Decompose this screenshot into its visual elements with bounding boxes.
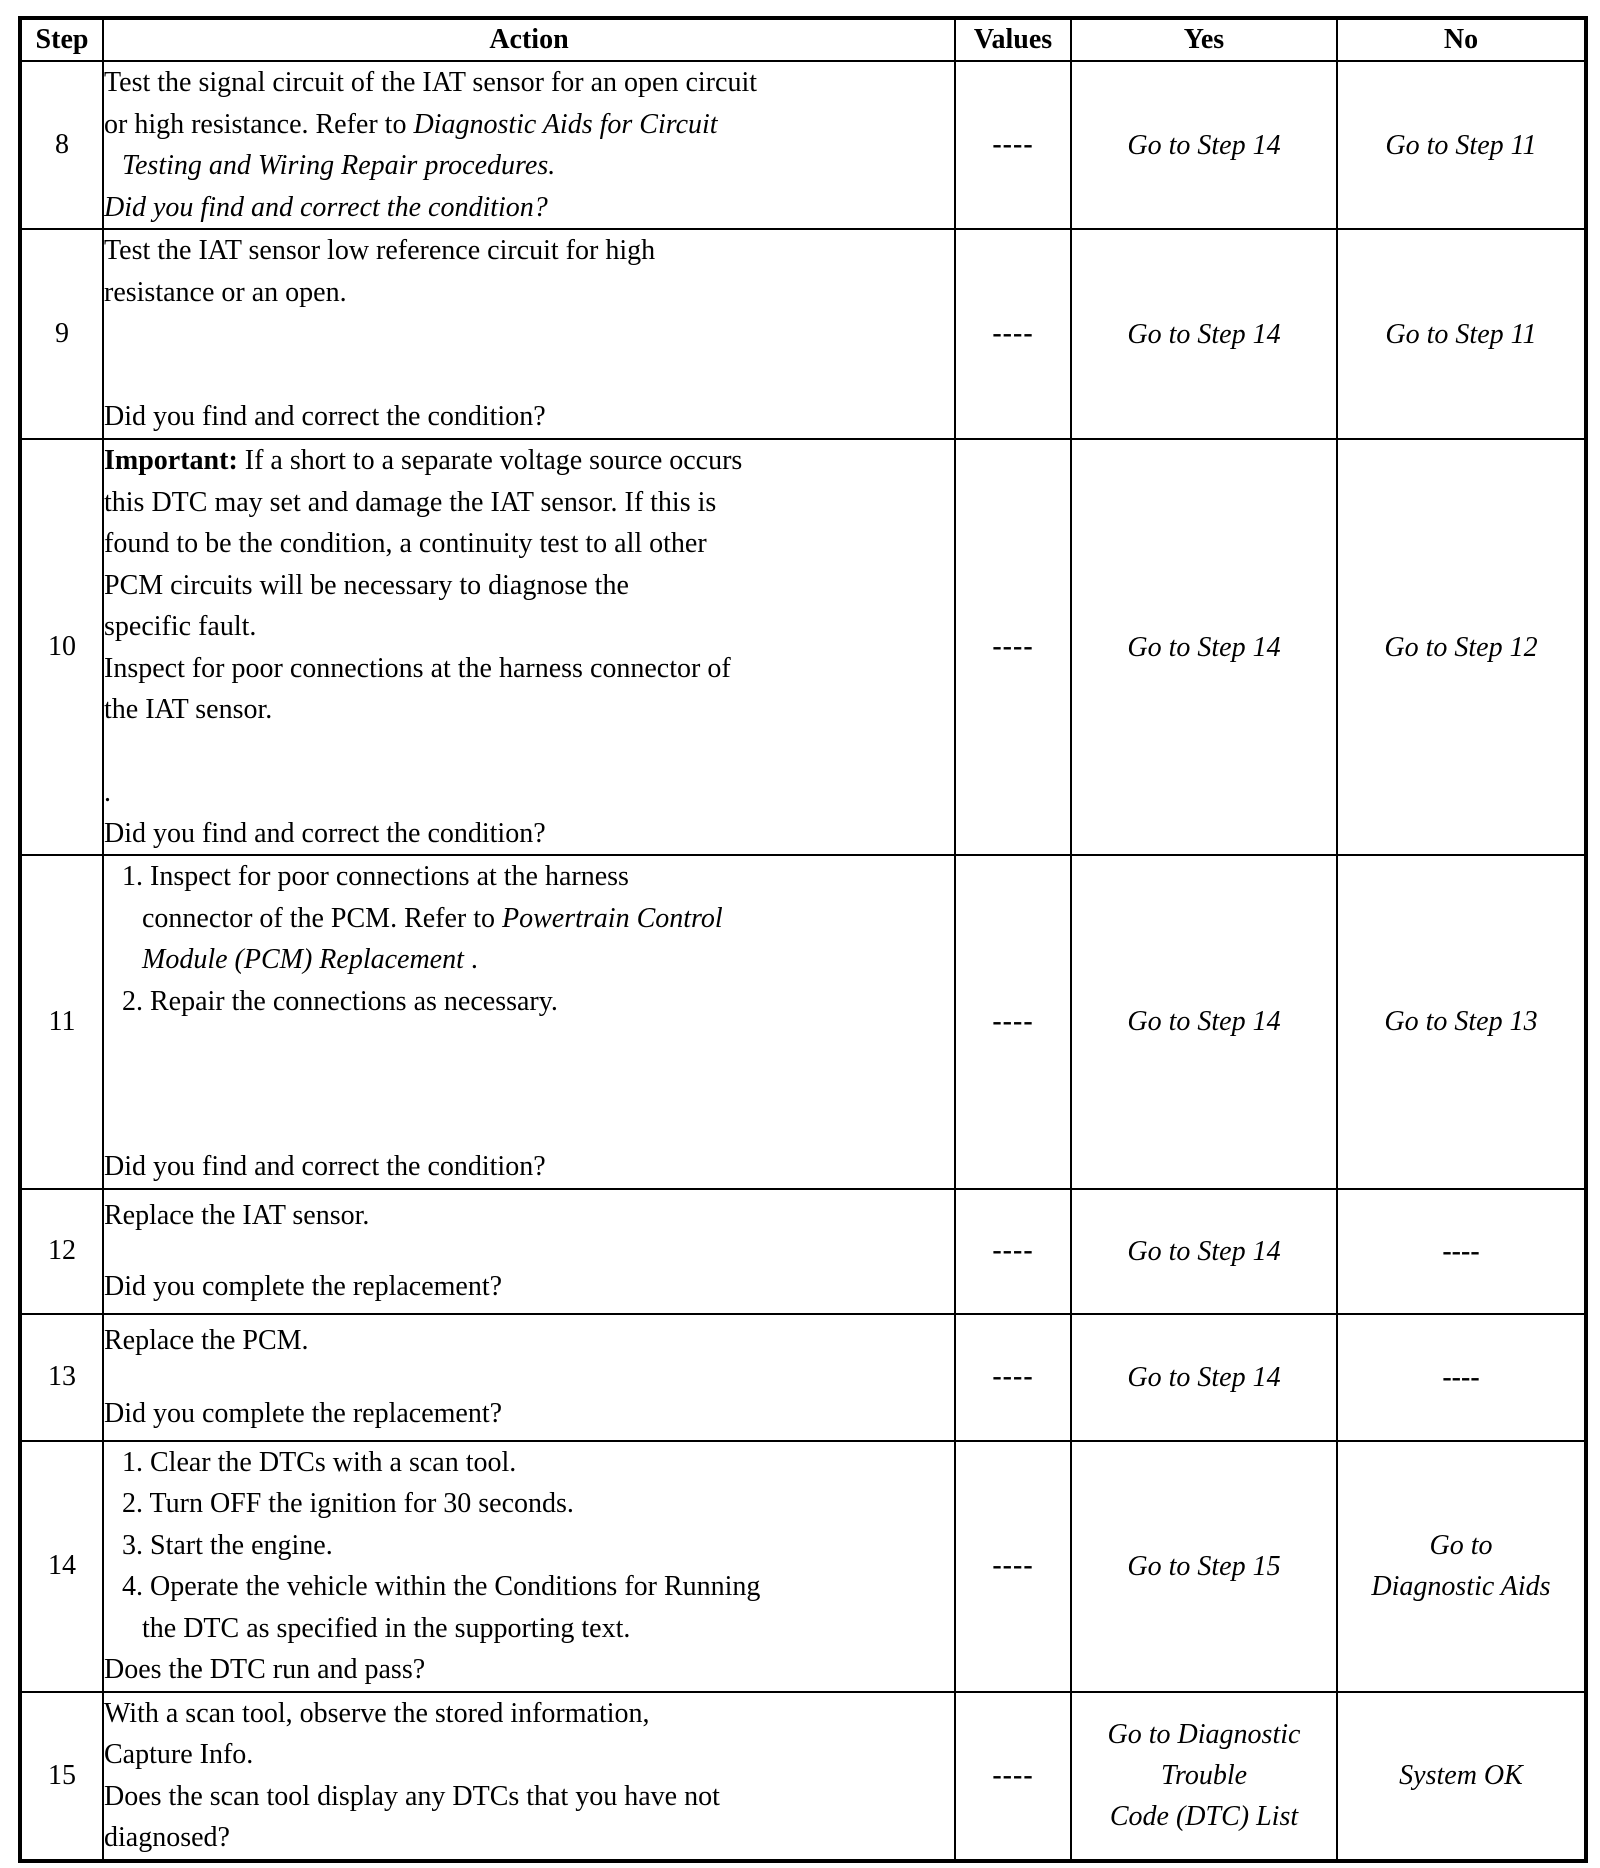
yes-cell: Go to Step 15: [1071, 1441, 1337, 1692]
yes-cell: Go to Step 14: [1071, 61, 1337, 229]
yes-cell: Go to Step 14: [1071, 439, 1337, 855]
list-item: 4. Operate the vehicle within the Conditions for Running: [122, 1571, 761, 1602]
no-cell: Go to Step 11: [1337, 61, 1586, 229]
action-cell: [103, 1189, 955, 1314]
action-line: found to be the condition, a continuity test to all other: [104, 528, 707, 559]
action-line: resistance or an open.: [104, 276, 347, 308]
values-cell: ----: [955, 61, 1071, 229]
yes-cell: Go to Step 14: [1071, 1314, 1337, 1441]
yes-line: Go to Diagnostic: [1107, 1719, 1301, 1750]
values-cell: ----: [955, 439, 1071, 855]
action-line: diagnosed?: [104, 1822, 230, 1853]
action-line: .: [104, 776, 111, 808]
action-line: Replace the PCM.: [104, 1324, 309, 1356]
step-number: 8: [20, 61, 103, 229]
no-cell: Go to Step 12: [1337, 439, 1586, 855]
action-cell: [103, 61, 955, 229]
question-line: Did you complete the replacement?: [104, 1398, 503, 1429]
list-item: 1. Inspect for poor connections at the harness: [122, 861, 629, 892]
step-number: 11: [20, 855, 103, 1189]
action-cell: [103, 855, 955, 1189]
table-row: [20, 1441, 1586, 1692]
header-row: [20, 18, 1586, 61]
header-no: No: [1337, 18, 1586, 61]
action-text: .: [463, 944, 478, 975]
list-item-continuation: [104, 939, 954, 981]
table-row: [20, 1314, 1586, 1441]
no-cell: ----: [1337, 1189, 1586, 1314]
reference-link: Module (PCM) Replacement: [142, 944, 464, 975]
action-line: [104, 104, 954, 146]
no-cell: Go to Step 11: [1337, 229, 1586, 439]
reference-link: Powertrain Control: [502, 902, 723, 934]
table-row: [20, 1692, 1586, 1861]
action-cell: [103, 1314, 955, 1441]
action-line: Test the signal circuit of the IAT sensor for an open circuit: [104, 67, 757, 98]
yes-cell: [1071, 1692, 1337, 1861]
yes-line: Trouble: [1160, 1760, 1248, 1791]
question-line: [104, 187, 954, 229]
values-cell: ----: [955, 855, 1071, 1189]
question-line: Did you find and correct the condition?: [104, 1151, 546, 1182]
list-item-continuation: the DTC as specified in the supporting text.: [142, 1612, 631, 1644]
values-cell: ----: [955, 1692, 1071, 1861]
important-label: Important:: [104, 445, 238, 476]
action-line: PCM circuits will be necessary to diagnose the: [104, 569, 629, 601]
step-number: 13: [20, 1314, 103, 1441]
action-line: this DTC may set and damage the IAT sensor. If this is: [104, 486, 717, 518]
table-row: [20, 1189, 1586, 1314]
action-text: connector of the PCM. Refer to: [142, 902, 503, 934]
action-line: Replace the IAT sensor.: [104, 1199, 370, 1231]
yes-cell: Go to Step 14: [1071, 229, 1337, 439]
question-line: Did you find and correct the condition?: [104, 401, 546, 433]
header-yes: Yes: [1071, 18, 1337, 61]
action-cell: [103, 439, 955, 855]
question-line: Did you complete the replacement?: [104, 1271, 503, 1302]
action-cell: [103, 229, 955, 439]
action-line: Capture Info.: [104, 1739, 254, 1770]
action-line: Inspect for poor connections at the harness connector of: [104, 652, 731, 684]
action-line: specific fault.: [104, 611, 257, 642]
action-text: If a short to a separate voltage source occurs: [237, 445, 743, 476]
values-cell: ----: [955, 1314, 1071, 1441]
header-action: Action: [103, 18, 955, 61]
action-line: [104, 145, 954, 187]
list-item: 1. Clear the DTCs with a scan tool.: [122, 1446, 517, 1478]
values-cell: ----: [955, 1441, 1071, 1692]
values-cell: ----: [955, 229, 1071, 439]
question-line: Does the DTC run and pass?: [104, 1654, 426, 1685]
action-line: Does the scan tool display any DTCs that you have not: [104, 1780, 720, 1812]
list-item-continuation: [104, 898, 954, 940]
action-line: the IAT sensor.: [104, 694, 273, 725]
yes-line: Code (DTC) List: [1109, 1801, 1299, 1832]
step-number: 14: [20, 1441, 103, 1692]
diagnostic-table: [18, 16, 1588, 1863]
step-number: 15: [20, 1692, 103, 1861]
table-row: [20, 229, 1586, 439]
question-line: Did you find and correct the condition?: [104, 817, 546, 849]
action-cell: [103, 1441, 955, 1692]
table-row: [20, 439, 1586, 855]
reference-link: Testing and Wiring Repair procedures.: [122, 150, 556, 181]
no-cell: ----: [1337, 1314, 1586, 1441]
header-step: Step: [20, 18, 103, 61]
action-text: or high resistance. Refer to: [104, 108, 414, 140]
action-line: Test the IAT sensor low reference circuit for high: [104, 235, 656, 267]
values-cell: ----: [955, 1189, 1071, 1314]
list-item: 3. Start the engine.: [122, 1529, 333, 1561]
step-number: 12: [20, 1189, 103, 1314]
no-cell: System OK: [1337, 1692, 1586, 1861]
table-row: [20, 855, 1586, 1189]
table-row: [20, 61, 1586, 229]
reference-link: Diagnostic Aids for Circuit: [413, 108, 718, 140]
action-cell: [103, 1692, 955, 1861]
no-line: Diagnostic Aids: [1371, 1571, 1551, 1602]
list-item: 2. Repair the connections as necessary.: [122, 985, 558, 1017]
step-number: 9: [20, 229, 103, 439]
action-line: With a scan tool, observe the stored information,: [104, 1697, 650, 1729]
no-cell: Go to Step 13: [1337, 855, 1586, 1189]
no-cell: [1337, 1441, 1586, 1692]
question-text: Did you find and correct the condition?: [104, 191, 548, 223]
no-line: Go to: [1429, 1530, 1493, 1561]
yes-cell: Go to Step 14: [1071, 855, 1337, 1189]
header-values: Values: [955, 18, 1071, 61]
yes-cell: Go to Step 14: [1071, 1189, 1337, 1314]
step-number: 10: [20, 439, 103, 855]
list-item: 2. Turn OFF the ignition for 30 seconds.: [122, 1488, 574, 1519]
action-line: [104, 440, 954, 482]
